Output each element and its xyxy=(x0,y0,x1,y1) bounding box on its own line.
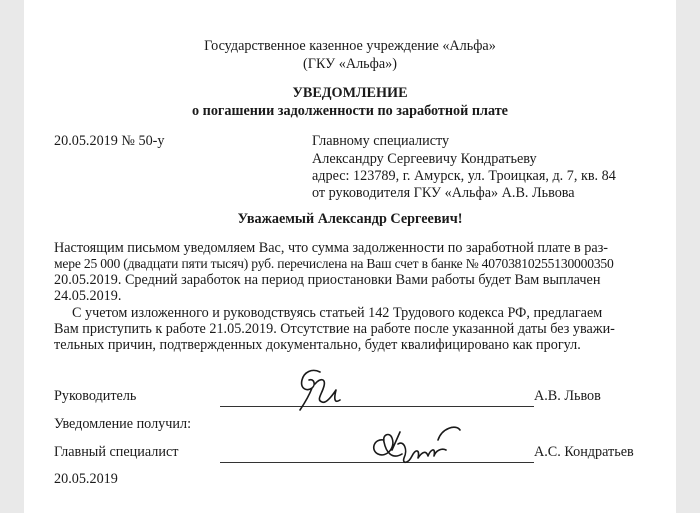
date-and-number: 20.05.2019 № 50-у xyxy=(54,133,165,149)
body-line: 24.05.2019. xyxy=(54,288,122,304)
head-name: А.В. Львов xyxy=(534,388,601,404)
specialist-name: А.С. Кондратьев xyxy=(534,444,634,460)
document-subtitle: о погашении задолженности по заработной плате xyxy=(192,103,508,119)
body-line: 20.05.2019. Средний заработок на период приостановки Вами работы будет Вам выплачен xyxy=(54,272,601,288)
document-title: УВЕДОМЛЕНИЕ xyxy=(292,85,408,101)
specialist-position-label: Главный специалист xyxy=(54,444,179,460)
body-line: Настоящим письмом уведомляем Вас, что сумма задолженности по заработной плате в раз- xyxy=(54,240,609,256)
specialist-signature xyxy=(362,420,482,472)
body-line: мере 25 000 (двадцати пяти тысяч) руб. перечислена на Ваш счет в банке № 40703810255130000350 xyxy=(54,256,614,271)
head-signature-line xyxy=(220,406,534,407)
org-short-name: (ГКУ «Альфа») xyxy=(303,56,397,72)
body-line: С учетом изложенного и руководствуясь статьей 142 Трудового кодекса РФ, предлагаем xyxy=(72,305,603,321)
org-full-name: Государственное казенное учреждение «Альфа» xyxy=(204,38,496,54)
addressee-line: адрес: 123789, г. Амурск, ул. Троицкая, д. 7, кв. 84 xyxy=(312,168,616,184)
body-line: Вам приступить к работе 21.05.2019. Отсутствие на работе после указанной даты без уважи- xyxy=(54,321,615,337)
greeting: Уважаемый Александр Сергеевич! xyxy=(237,211,463,227)
addressee-line: от руководителя ГКУ «Альфа» А.В. Львова xyxy=(312,185,575,201)
document-page xyxy=(24,0,676,513)
head-signature xyxy=(282,366,352,412)
body-line: тельных причин, подтвержденных документально, будет квалифицировано как прогул. xyxy=(54,337,581,353)
head-position-label: Руководитель xyxy=(54,388,137,404)
signature-date: 20.05.2019 xyxy=(54,471,118,487)
received-label: Уведомление получил: xyxy=(54,416,192,432)
addressee-line: Александру Сергеевичу Кондратьеву xyxy=(312,151,537,167)
addressee-line: Главному специалисту xyxy=(312,133,450,149)
